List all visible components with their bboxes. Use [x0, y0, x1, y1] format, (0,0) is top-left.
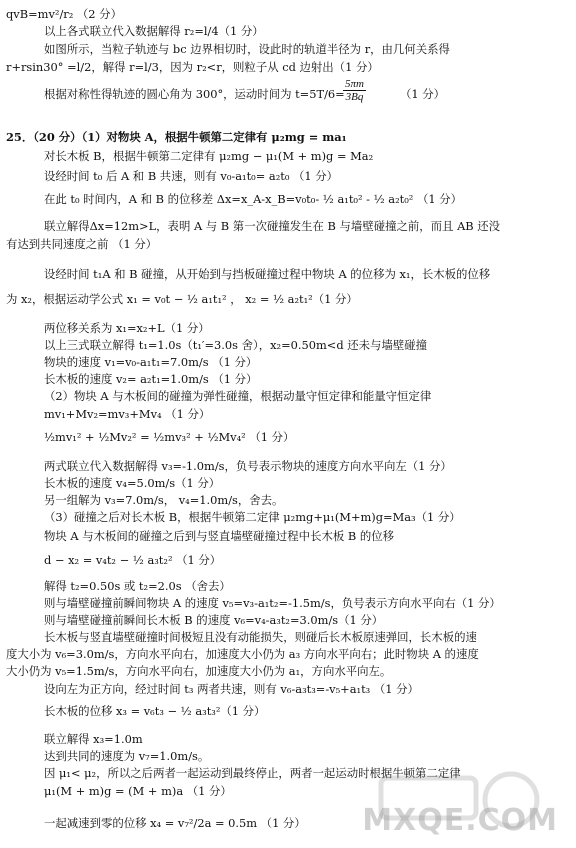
text-line: 长木板的速度 v₄=5.0m/s（1 分）	[44, 476, 221, 490]
text-line: 在此 t₀ 时间内，A 和 B 的位移差 Δx=x_A-x_B=v₀t₀- ½ a₁t₀² - ½ a₂t₀² （1 分）	[44, 192, 463, 206]
text-line: 达到共同的速度为 v₇=1.0m/s。	[44, 749, 210, 763]
text-line: 一起减速到零的位移 x₄ = v₇²/2a = 0.5m （1 分）	[44, 816, 306, 830]
text-line: 联立解得Δx=12m>L，表明 A 与 B 第一次碰撞发生在 B 与墙壁碰撞之前，而且 AB 还没	[44, 219, 501, 233]
text-line: 则与墙壁碰撞前瞬间长木板 B 的速度 v₆=v₄-a₃t₂=3.0m/s（1 分）	[44, 613, 384, 627]
text-line: 为 x₂，根据运动学公式 x₁ = v₀t − ½ a₁t₁² ， x₂ = ½ a₂t₁²（1 分）	[6, 292, 358, 306]
text-line: d − x₂ = v₄t₂ − ½ a₃t₂² （1 分）	[44, 553, 222, 567]
text-line: 以上各式联立代入数据解得 r₂=l/4（1 分）	[44, 24, 264, 38]
text-line: 物块的速度 v₁=v₀-a₁t₁=7.0m/s （1 分）	[44, 355, 258, 369]
time-fraction-numerator: 5πm	[345, 78, 364, 90]
text-line: 以上三式联立解得 t₁=1.0s（t₁′=3.0s 舍），x₂=0.50m<d 还未与墙壁碰撞	[44, 338, 428, 352]
text-line: 联立解得 x₃=1.0m	[44, 732, 143, 746]
text-line: 设经时间 t₀ 后 A 和 B 共速，则有 v₀-a₁t₀= a₂t₀ （1 分）	[44, 169, 339, 183]
text-line: 物块 A 与木板间的碰撞之后到与竖直墙壁碰撞过程中长木板 B 的位移	[44, 529, 395, 543]
time-fraction-denominator: 3Bq	[345, 91, 364, 104]
time-fraction	[343, 78, 366, 103]
text-line: 长木板的速度 v₂= a₂t₁=1.0m/s （1 分）	[44, 372, 258, 386]
text-line: 解得 t₂=0.50s 或 t₂=2.0s （舍去）	[44, 579, 231, 593]
text-line: 设向左为正方向，经过时间 t₃ 两者共速，则有 v₆-a₃t₃=-v₅+a₁t₃ （1 分）	[44, 682, 419, 696]
text-line: 长木板的位移 x₃ = v₆t₃ − ½ a₃t₃²（1 分）	[44, 704, 266, 718]
text-line: qvB=mv²/r₂ （2 分）	[6, 7, 122, 21]
text-line: 另一组解为 v₃=7.0m/s， v₄=1.0m/s，舍去。	[44, 493, 284, 507]
text-line: （2）物块 A 与木板间的碰撞为弹性碰撞，根据动量守恒定律和能量守恒定律	[44, 389, 432, 403]
text-line: 设经时间 t₁A 和 B 碰撞，从开始到与挡板碰撞过程中物块 A 的位移为 x₁，长木板的位移	[44, 267, 491, 281]
text-line: mv₁+Mv₂=mv₃+Mv₄ （1 分）	[44, 407, 211, 421]
text-line: 有达到共同速度之前 （1 分）	[6, 237, 158, 251]
text-line: 两式联立代入数据解得 v₃=-1.0m/s，负号表示物块的速度方向水平向左（1 分）	[44, 459, 452, 473]
watermark-text: MXQE.COM	[362, 803, 558, 838]
text-line: 对长木板 B，根据牛顿第二定律有 μ₂mg − μ₁(M + m)g = Ma₂	[44, 149, 374, 163]
text-line: r+rsin30° =l/2，解得 r=l/3，因为 r₂<r，则粒子从 cd 边射出（1 分）	[6, 60, 379, 74]
text-line: 则与墙壁碰撞前瞬间物块 A 的速度 v₅=v₃-a₁t₂=-1.5m/s，负号表示方向水平向右（1 分）	[44, 596, 501, 610]
text-line: 长木板与竖直墙壁碰撞时间极短且没有动能损失，则碰后长木板原速弹回，长木板的速	[44, 630, 477, 644]
text-line: 根据对称性得轨迹的圆心角为 300°，运动时间为 t=5T/6=	[44, 87, 345, 101]
text-line: 度大小为 v₆=3.0m/s，方向水平向右，加速度大小仍为 a₃ 方向水平向右；此时物块 A 的速度	[6, 647, 479, 661]
text-line: 如图所示，当粒子轨迹与 bc 边界相切时，设此时的轨道半径为 r，由几何关系得	[44, 42, 450, 56]
text-line: 大小仍为 v₅=1.5m/s，方向水平向右，加速度大小仍为 a₁，方向水平向左。	[6, 664, 392, 678]
text-line: （1 分）	[400, 87, 446, 101]
text-line: 两位移关系为 x₁=x₂+L（1 分）	[44, 321, 210, 335]
text-line: μ₁(M + m)g = (M + m)a （1 分）	[44, 784, 232, 798]
text-line: 因 μ₁< μ₂，所以之后两者一起运动到最终停止，两者一起运动时根据牛顿第二定律	[44, 766, 461, 780]
text-line: ½mv₁² + ½Mv₂² = ½mv₃² + ½Mv₄² （1 分）	[44, 430, 295, 444]
text-line: （3）碰撞之后对长木板 B，根据牛顿第二定律 μ₂mg+μ₁(M+m)g=Ma₃（1 分）	[44, 510, 461, 524]
text-line: 25．（20 分）（1）对物块 A，根据牛顿第二定律有 μ₂mg = ma₁	[6, 130, 347, 144]
